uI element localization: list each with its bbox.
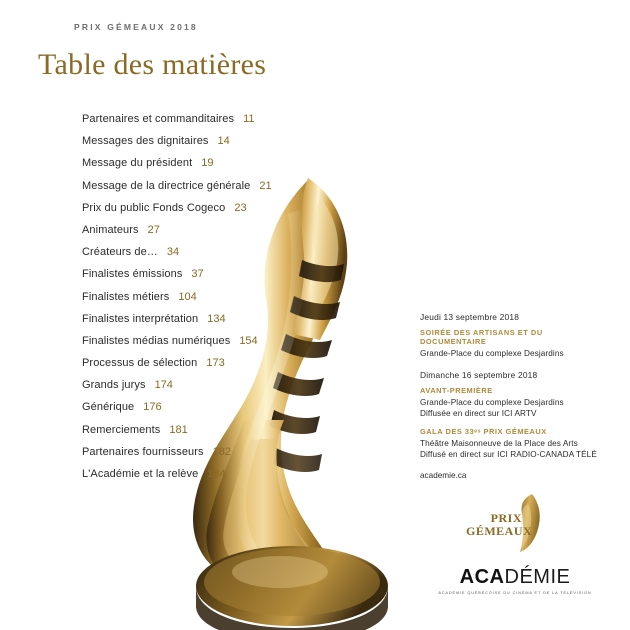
toc-entry-label: Grands jurys	[82, 379, 146, 392]
toc-entry-label: L'Académie et la relève	[82, 468, 199, 480]
toc-entry-page: 176	[143, 401, 162, 414]
toc-entry[interactable]	[82, 219, 382, 241]
toc-entry-label: Prix du public Fonds Cogeco	[82, 201, 226, 214]
toc-entry-page: 14	[217, 135, 230, 148]
toc-entry-page: 174	[154, 379, 173, 392]
toc-entry-label: Partenaires et commanditaires	[82, 113, 235, 125]
spacer	[420, 420, 610, 427]
event-item	[420, 312, 610, 360]
toc-entry-label: Créateurs de…	[82, 246, 158, 259]
event-heading: SOIRÉE DES ARTISANS ET DU DOCUMENTAIRE	[420, 328, 543, 346]
toc-entry[interactable]	[82, 419, 382, 441]
event-info-block	[420, 312, 610, 480]
event-heading: AVANT-PREMIÈRE	[420, 385, 493, 395]
toc-entry[interactable]	[82, 152, 382, 174]
event-date: Jeudi 13 septembre 2018	[420, 312, 520, 322]
academie-logo	[430, 566, 600, 595]
toc-entry-page: 27	[147, 223, 160, 236]
toc-entry[interactable]	[82, 330, 382, 352]
toc-entry-page: 154	[239, 334, 258, 347]
toc-entry[interactable]	[82, 108, 382, 130]
toc-entry-page: 37	[191, 268, 204, 281]
toc-entry[interactable]	[82, 130, 382, 152]
toc-entry-label: Générique	[82, 401, 135, 414]
toc-entry-label: Finalistes émissions	[82, 268, 183, 281]
website-link[interactable]: academie.ca	[420, 470, 467, 480]
event-item	[420, 370, 610, 420]
toc-entry[interactable]	[82, 441, 382, 463]
academie-logo-light: DÉMIE	[504, 566, 571, 588]
toc-entry-page: 173	[206, 357, 225, 370]
academie-logo-text	[430, 566, 600, 589]
toc-entry[interactable]	[82, 197, 382, 219]
academie-logo-bold: ACA	[459, 566, 505, 588]
toc-entry-label: Message du président	[82, 157, 193, 170]
toc-entry[interactable]	[82, 374, 382, 396]
event-venue: Théâtre Maisonneuve de la Place des Arts	[420, 438, 578, 448]
toc-entry[interactable]	[82, 241, 382, 263]
toc-entry[interactable]	[82, 463, 382, 485]
toc-entry-label: Finalistes métiers	[82, 290, 170, 303]
toc-entry-page: 11	[243, 113, 255, 125]
toc-entry[interactable]	[82, 308, 382, 330]
toc-entry-page: 34	[166, 246, 180, 259]
toc-entry[interactable]	[82, 396, 382, 418]
table-of-contents	[82, 108, 382, 485]
event-venue: Grande-Place du complexe Desjardins	[420, 349, 564, 358]
toc-entry-label: Processus de sélection	[82, 357, 198, 370]
academie-logo-tagline: ACADÉMIE QUÉBÉCOISE DU CINÉMA ET DE LA TÉLÉVISION	[438, 591, 592, 595]
toc-entry-label: Finalistes interprétation	[82, 312, 199, 325]
toc-entry[interactable]	[82, 263, 382, 285]
gemeaux-logo-line2: GÉMEAUX	[466, 524, 533, 538]
toc-entry-label: Remerciements	[82, 423, 161, 436]
toc-entry-label: Messages des dignitaires	[82, 135, 209, 148]
spacer	[420, 360, 610, 370]
event-venue: Grande-Place du complexe Desjardins	[420, 397, 564, 407]
page-title: Table des matières	[38, 48, 267, 81]
prix-gemeaux-logo	[466, 492, 546, 554]
toc-entry-label: Finalistes médias numériques	[82, 334, 231, 347]
toc-entry[interactable]	[82, 286, 382, 308]
gemeaux-logo-line1: PRIX	[490, 511, 522, 525]
event-broadcast: Diffusée en direct sur ICI ARTV	[420, 409, 537, 418]
toc-entry-page: 184	[207, 468, 226, 480]
event-date: Dimanche 16 septembre 2018	[420, 369, 538, 380]
toc-entry-label: Message de la directrice générale	[82, 179, 251, 192]
event-heading: GALA DES 33ᵉˢ PRIX GÉMEAUX	[420, 426, 547, 436]
toc-entry[interactable]	[82, 175, 382, 197]
toc-entry-page: 23	[234, 201, 247, 214]
page-eyebrow: PRIX GÉMEAUX 2018	[74, 22, 198, 32]
event-item	[420, 427, 610, 461]
toc-entry-label: Partenaires fournisseurs	[82, 445, 204, 458]
toc-entry-page: 104	[178, 290, 197, 303]
toc-entry-page: 181	[169, 423, 188, 436]
toc-entry-page: 134	[207, 312, 226, 325]
toc-entry-page: 182	[212, 445, 231, 458]
event-broadcast: Diffusé en direct sur ICI RADIO-CANADA TÉLÉ	[420, 450, 597, 459]
toc-entry-page: 19	[201, 157, 214, 170]
toc-entry-page: 21	[259, 179, 272, 192]
toc-entry[interactable]	[82, 352, 382, 374]
toc-entry-label: Animateurs	[82, 223, 139, 236]
gemeaux-logo-text	[466, 511, 533, 538]
